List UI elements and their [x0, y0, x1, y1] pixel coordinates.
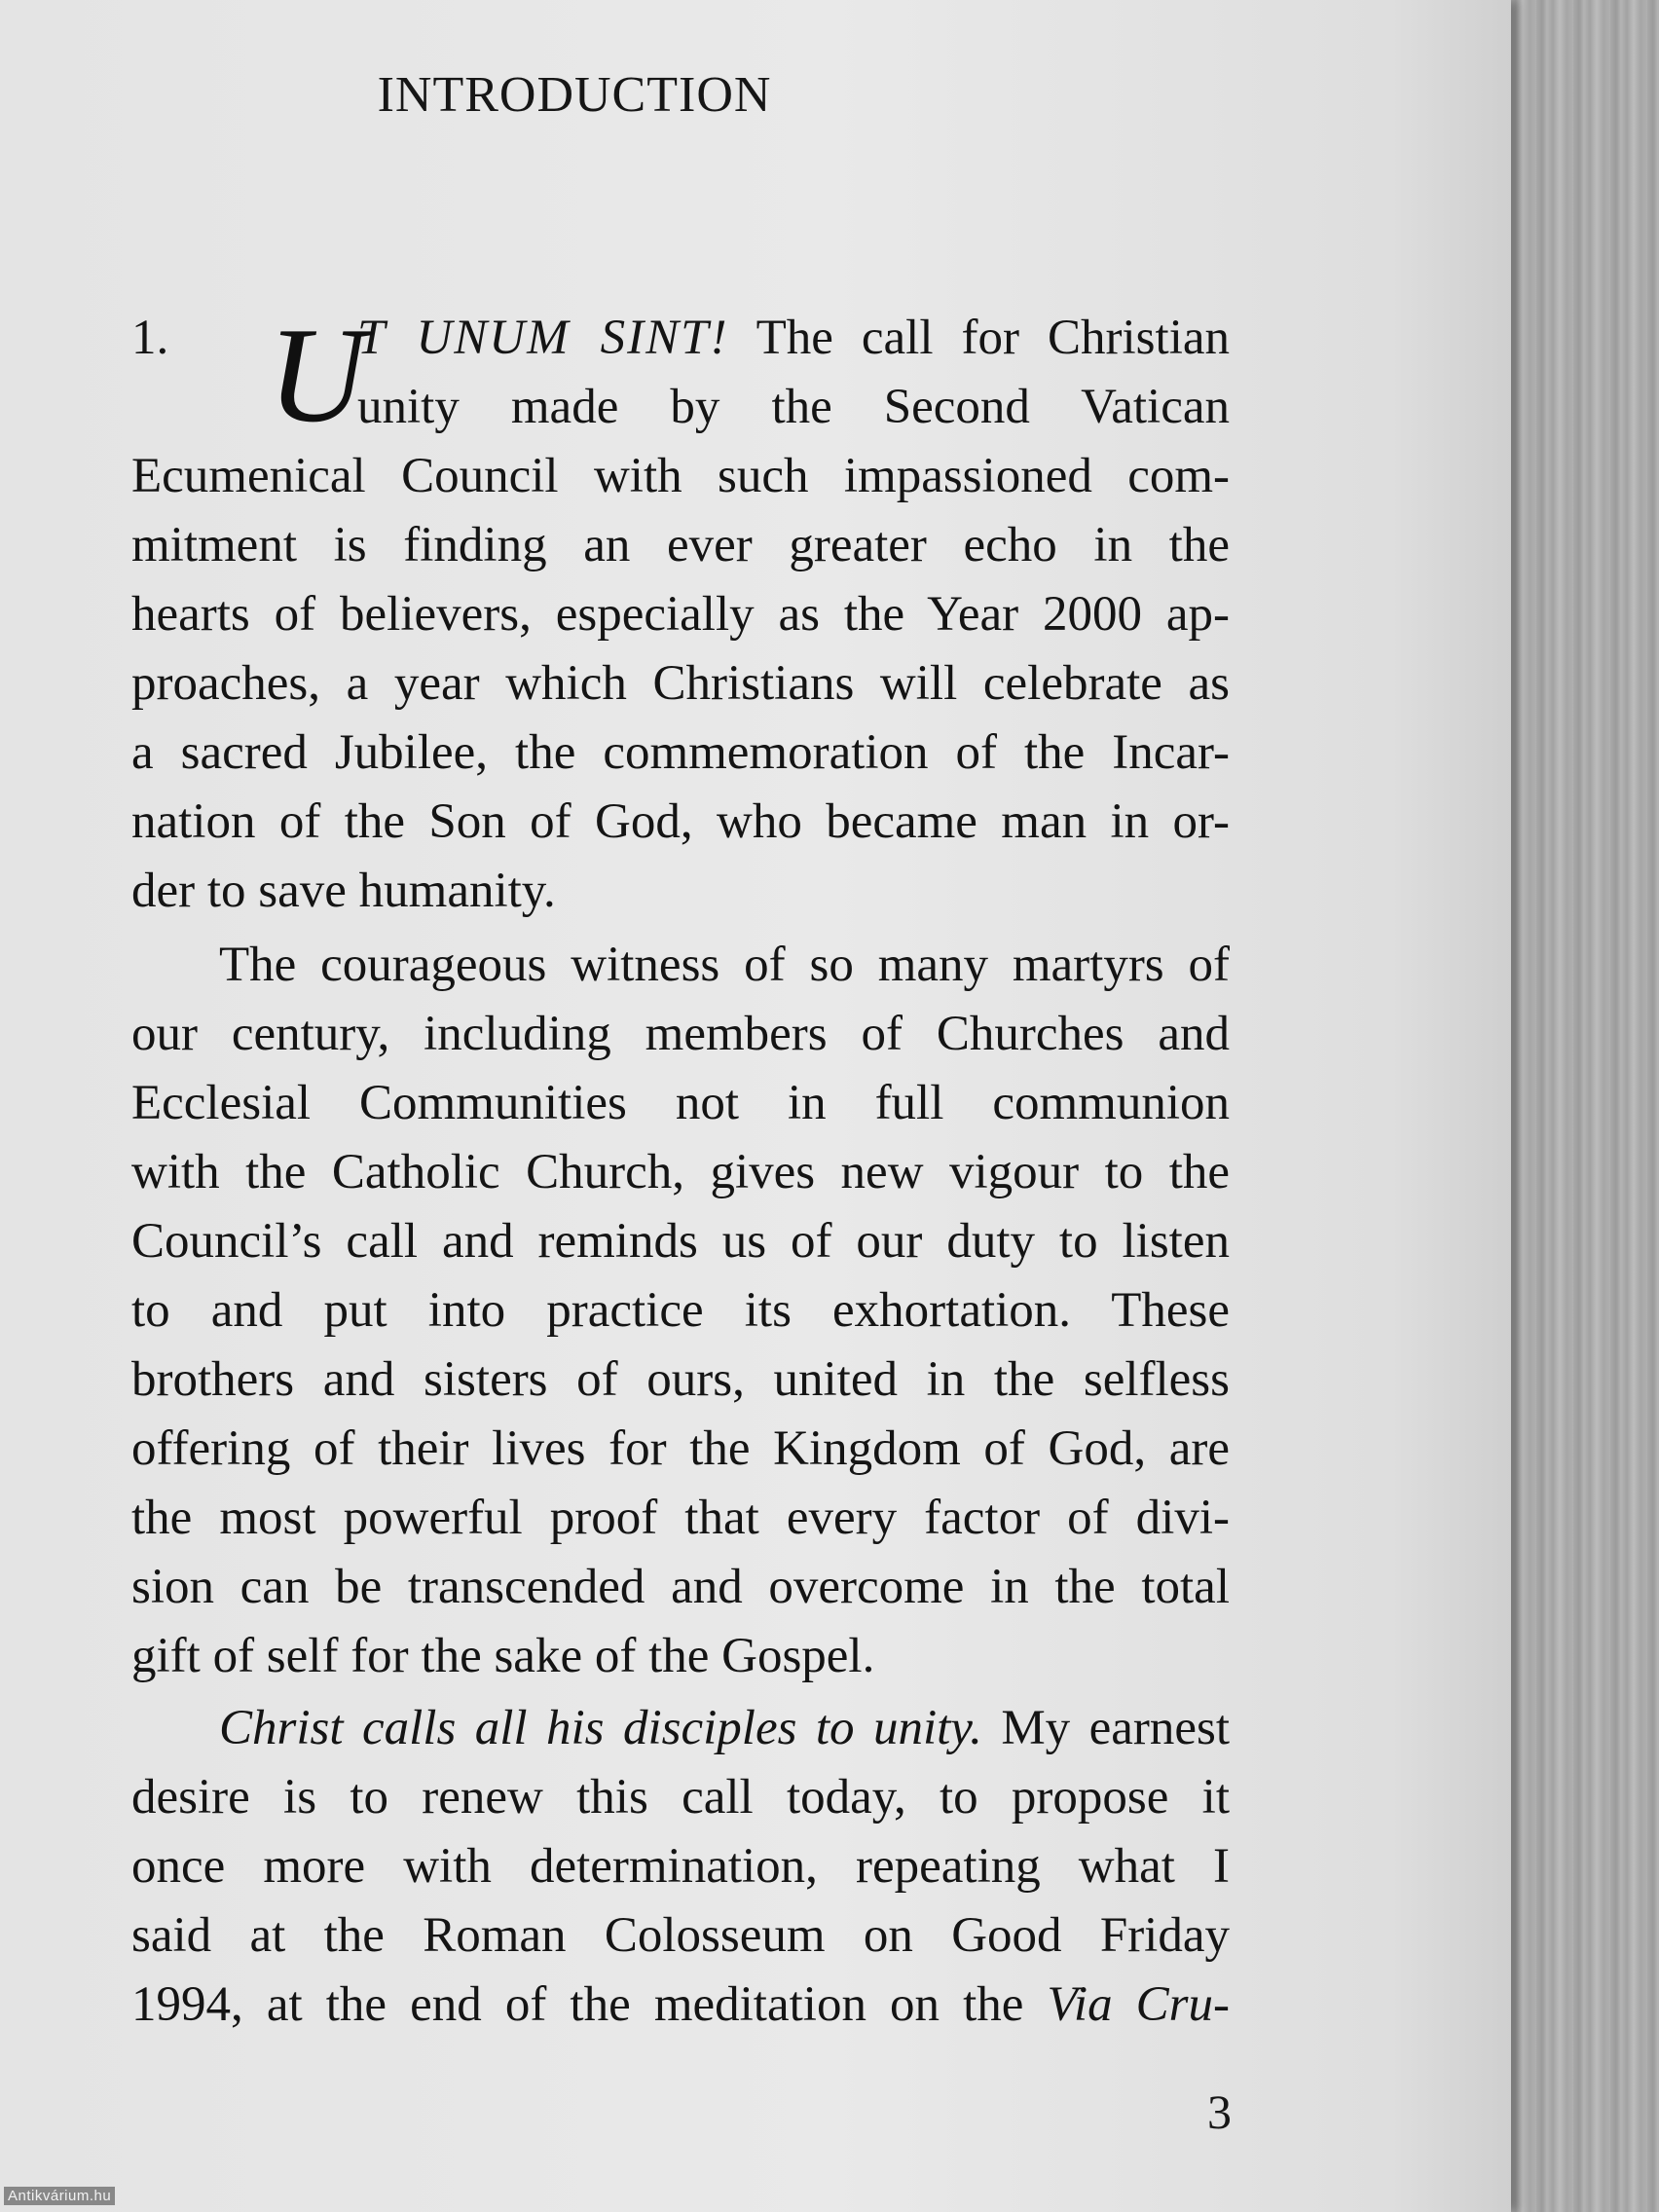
text-line: said at the Roman Colosseum on Good Friday [131, 1908, 1230, 1963]
italic-opening: Christ calls all his disciples to unity. [219, 1701, 982, 1755]
page-number: 3 [1207, 2084, 1232, 2139]
text-line [131, 1694, 1230, 1763]
text-line: der to save humanity. [131, 864, 556, 918]
text-line: Ecumenical Council with such impassioned com- [131, 449, 1230, 503]
paragraph-3 [131, 1694, 1230, 2040]
text-line: proaches, a year which Christians will celebrate as [131, 656, 1230, 711]
text-line [131, 1971, 1230, 2040]
text-line: mitment is finding an ever greater echo in the [131, 518, 1230, 572]
text-line: with the Catholic Church, gives new vigour to the [131, 1145, 1230, 1199]
paragraph-1 [131, 300, 1230, 926]
text-line: once more with determination, repeating what I [131, 1839, 1230, 1894]
text-line: hearts of believers, especially as the Year 2000 ap- [131, 587, 1230, 642]
text-fragment: 1994, at the end of the meditation on the [131, 1977, 1024, 2032]
text-line: The courageous witness of so many martyrs of [219, 938, 1230, 992]
italic-fragment: Via Cru- [1047, 1977, 1231, 2032]
text-line: gift of self for the sake of the Gospel. [131, 1629, 875, 1683]
text-line: offering of their lives for the Kingdom of God, are [131, 1421, 1230, 1476]
text-line: Ecclesial Communities not in full communion [131, 1076, 1230, 1130]
text-line: brothers and sisters of ours, united in the selfless [131, 1352, 1230, 1407]
text-line: our century, including members of Churches and [131, 1007, 1230, 1061]
paragraph-2 [131, 931, 1230, 1691]
opening-line [357, 304, 1230, 373]
text-fragment: My earnest [1001, 1701, 1230, 1755]
text-line: a sacred Jubilee, the commemoration of the Incar- [131, 725, 1230, 780]
text-line: Council’s call and reminds us of our duty to listen [131, 1214, 1230, 1269]
text-line: desire is to renew this call today, to propose it [131, 1770, 1230, 1825]
text-line: sion can be transcended and overcome in the total [131, 1560, 1230, 1614]
background-surface [1499, 0, 1659, 2212]
second-line: unity made by the Second Vatican [357, 380, 1230, 434]
text-line: nation of the Son of God, who became man in or- [131, 794, 1230, 849]
chapter-title: INTRODUCTION [377, 67, 772, 123]
opening-line-rest: The call for Christian [756, 311, 1230, 365]
watermark: Antikvárium.hu [4, 2187, 115, 2205]
drop-cap: U [268, 300, 367, 451]
text-line: to and put into practice its exhortation. These [131, 1283, 1230, 1338]
text-line: the most powerful proof that every factor of divi- [131, 1491, 1230, 1545]
paragraph-number: 1. [131, 311, 169, 365]
opening-small-caps: T UNUM SINT! [357, 311, 729, 365]
